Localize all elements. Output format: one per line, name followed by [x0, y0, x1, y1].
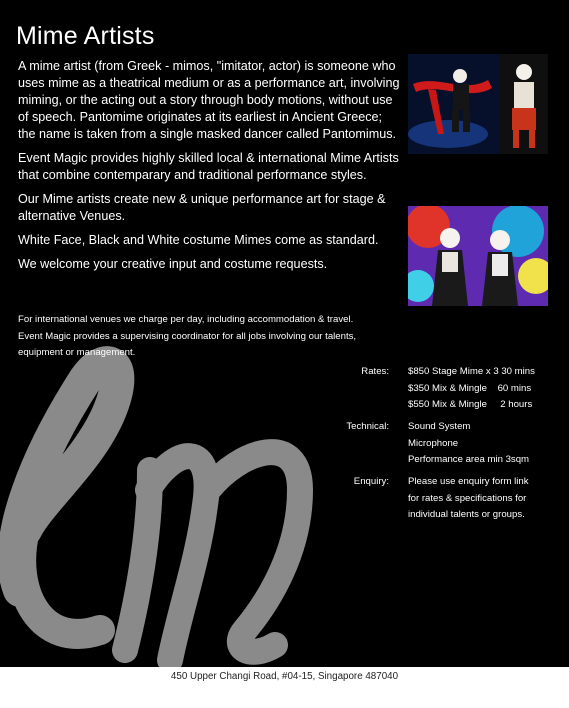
mime-stage-photo	[408, 54, 548, 154]
technical-line: Performance area min 3sqm	[408, 454, 530, 465]
enquiry-values	[408, 474, 558, 524]
intro-text	[18, 58, 402, 280]
terms-notes	[18, 312, 388, 362]
enquiry-label: Enquiry:	[353, 476, 389, 487]
intro-paragraph: White Face, Black and White costume Mimes come as standard.	[18, 233, 379, 247]
rates-values	[408, 364, 558, 414]
footer	[0, 667, 569, 708]
rate-line: $550 Mix & Mingle 2 hours	[408, 399, 533, 410]
rates-label: Rates:	[361, 366, 389, 377]
intro-paragraph: A mime artist (from Greek - mimos, "imitator, actor) is someone who uses mime as a theatrical medium or as a performance art, involving miming, or the acting out a story through body motions, without use of speech. Pantomime originates at its earliest in Ancient Greece; the name is taken from a single masked dancer called Pantomimus.	[18, 59, 400, 141]
enquiry-line: Please use enquiry form link	[408, 476, 529, 487]
intro-paragraph: Event Magic provides highly skilled local & international Mime Artists that combine contemparary and traditional performance styles.	[18, 151, 399, 182]
note-line: For international venues we charge per day, including accommodation & travel.	[18, 314, 354, 325]
mime-duo-photo	[408, 206, 548, 306]
technical-values	[408, 419, 558, 469]
enquiry-line: for rates & specifications for	[408, 492, 527, 504]
technical-line: Sound System	[408, 421, 471, 432]
rate-line: $350 Mix & Mingle 60 mins	[408, 382, 532, 394]
intro-paragraph: Our Mime artists create new & unique performance art for stage & alternative Venues.	[18, 192, 386, 223]
event-magic-logo	[0, 330, 340, 667]
technical-label: Technical:	[346, 421, 389, 432]
note-line: Event Magic provides a supervising coordinator for all jobs involving our talents, equipment or management.	[18, 330, 357, 358]
enquiry-line: individual talents or groups.	[408, 509, 525, 520]
page-title: Mime Artists	[16, 22, 155, 50]
rate-line: $850 Stage Mime x 3 30 mins	[408, 366, 535, 377]
intro-paragraph: We welcome your creative input and costume requests.	[18, 257, 328, 271]
technical-line: Microphone	[408, 437, 459, 449]
footer-address: 450 Upper Changi Road, #04-15, Singapore 487040	[170, 671, 399, 682]
